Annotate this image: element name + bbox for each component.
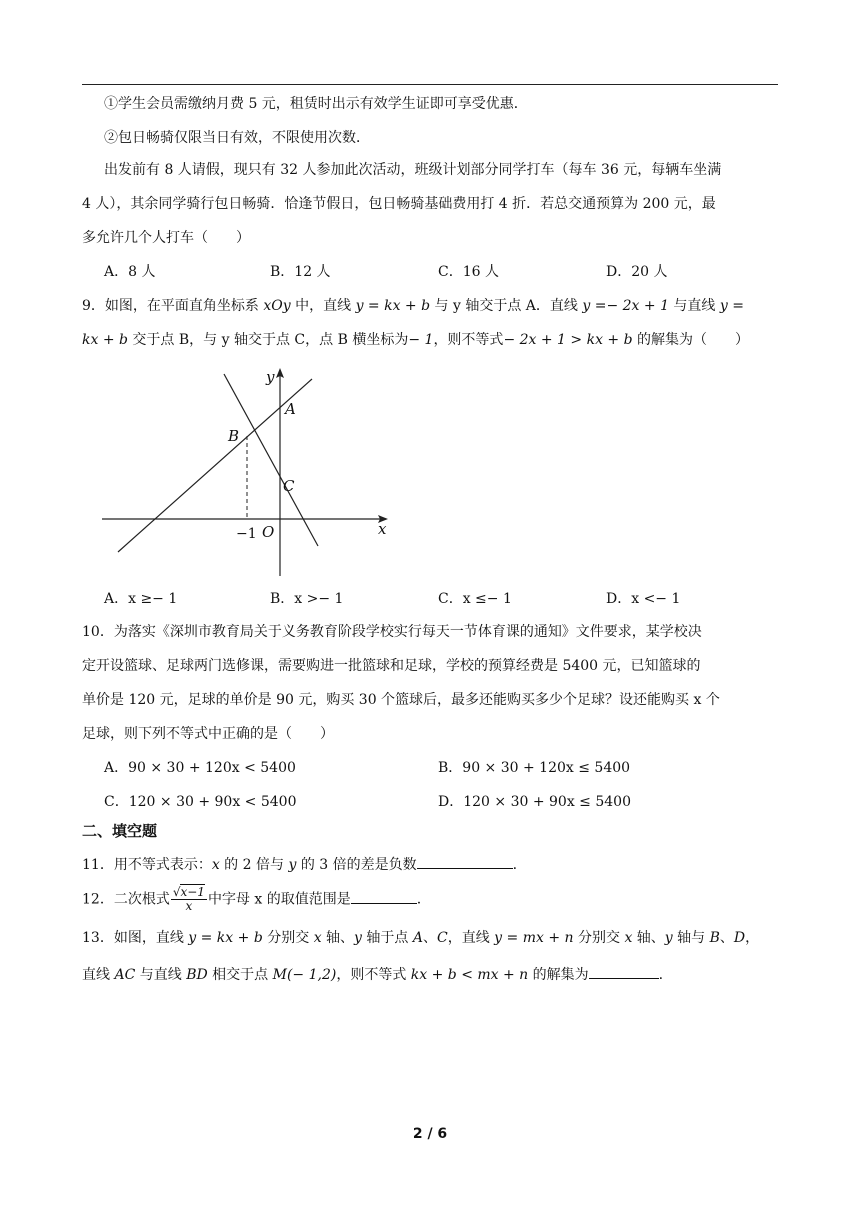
q10-line-4: 足球，则下列不等式中正确的是（ ）: [82, 726, 334, 742]
q9-option-c: C．x ≤− 1: [438, 591, 512, 607]
section-heading: 二、填空题: [82, 822, 158, 840]
q9-figure: [96, 362, 396, 582]
origin-label: O: [262, 523, 275, 541]
x-axis-label: x: [378, 520, 387, 538]
radical-fraction: $\frac{√x-1}{x}$: [172, 885, 205, 913]
q10-option-b: B．90 × 30 + 120x ≤ 5400: [438, 760, 631, 776]
note-2: ②包日畅骑仅限当日有效，不限使用次数．: [104, 130, 370, 146]
header-rule: [82, 84, 778, 85]
q10-line-1: 10．为落实《深圳市教育局关于义务教育阶段学校实行每天一节体育课的通知》文件要求，某学校决: [82, 624, 702, 640]
q9-line-2: kx + b 交于点 B，与 y 轴交于点 C，点 B 横坐标为− 1，则不等式− 2x + 1 > kx + b 的解集为（ ）: [82, 332, 750, 348]
q8-option-c: C．16 人: [438, 264, 499, 280]
q9-option-b: B．x >− 1: [270, 591, 344, 607]
y-axis-label: y: [266, 368, 275, 386]
point-a-label: A: [285, 400, 296, 418]
q12-line: 12．二次根式 $\frac{√x-1}{x}$ 中字母 x 的取值范围是 .: [82, 885, 422, 913]
q8-line-2: 4 人），其余同学骑行包日畅骑．恰逢节假日，包日畅骑基础费用打 4 折．若总交通预算为 200 元，最: [82, 196, 716, 212]
q10-line-2: 定开设篮球、足球两门选修课，需要购进一批篮球和足球，学校的预算经费是 5400 元，已知篮球的: [82, 658, 701, 674]
point-c-label: C: [283, 477, 295, 495]
answer-blank: [589, 962, 659, 979]
line-kx-b: [118, 379, 312, 552]
answer-blank: [417, 852, 513, 869]
q11-line: 11．用不等式表示：x 的 2 倍与 y 的 3 倍的差是负数 .: [82, 852, 517, 875]
q13-line-2: 直线 AC 与直线 BD 相交于点 M(− 1,2)，则不等式 kx + b < mx + n 的解集为 .: [82, 962, 663, 985]
q10-option-d: D．120 × 30 + 90x ≤ 5400: [438, 794, 631, 810]
q10-line-3: 单价是 120 元，足球的单价是 90 元，购买 30 个篮球后，最多还能购买多少个足球？设还能购买 x 个: [82, 692, 720, 708]
q8-line-1: 出发前有 8 人请假，现只有 32 人参加此次活动，班级计划部分同学打车（每车 36 元，每辆车坐满: [104, 162, 722, 178]
note-1: ①学生会员需缴纳月费 5 元，租赁时出示有效学生证即可享受优惠．: [104, 96, 528, 112]
q9-option-d: D．x <− 1: [606, 591, 681, 607]
q10-option-c: C．120 × 30 + 90x < 5400: [104, 794, 297, 810]
line-neg2x-plus-1: [224, 374, 318, 546]
q8-option-a: A．8 人: [104, 264, 156, 280]
q13-line-1: 13．如图，直线 y = kx + b 分别交 x 轴、y 轴于点 A、C，直线 y = mx + n 分别交 x 轴、y 轴与 B、D，: [82, 930, 760, 946]
tick-minus-one-label: −1: [236, 526, 257, 542]
q8-option-b: B．12 人: [270, 264, 331, 280]
q9-line-1: 9．如图，在平面直角坐标系 xOy 中，直线 y = kx + b 与 y 轴交于点 A．直线 y =− 2x + 1 与直线 y =: [82, 298, 744, 314]
q8-line-3: 多允许几个人打车（ ）: [82, 230, 250, 246]
q10-option-a: A．90 × 30 + 120x < 5400: [104, 760, 296, 776]
point-b-label: B: [228, 427, 240, 445]
q8-option-d: D．20 人: [606, 264, 668, 280]
page-number: 2 / 6: [412, 1126, 448, 1142]
answer-blank: [351, 887, 417, 904]
q9-option-a: A．x ≥− 1: [104, 591, 178, 607]
